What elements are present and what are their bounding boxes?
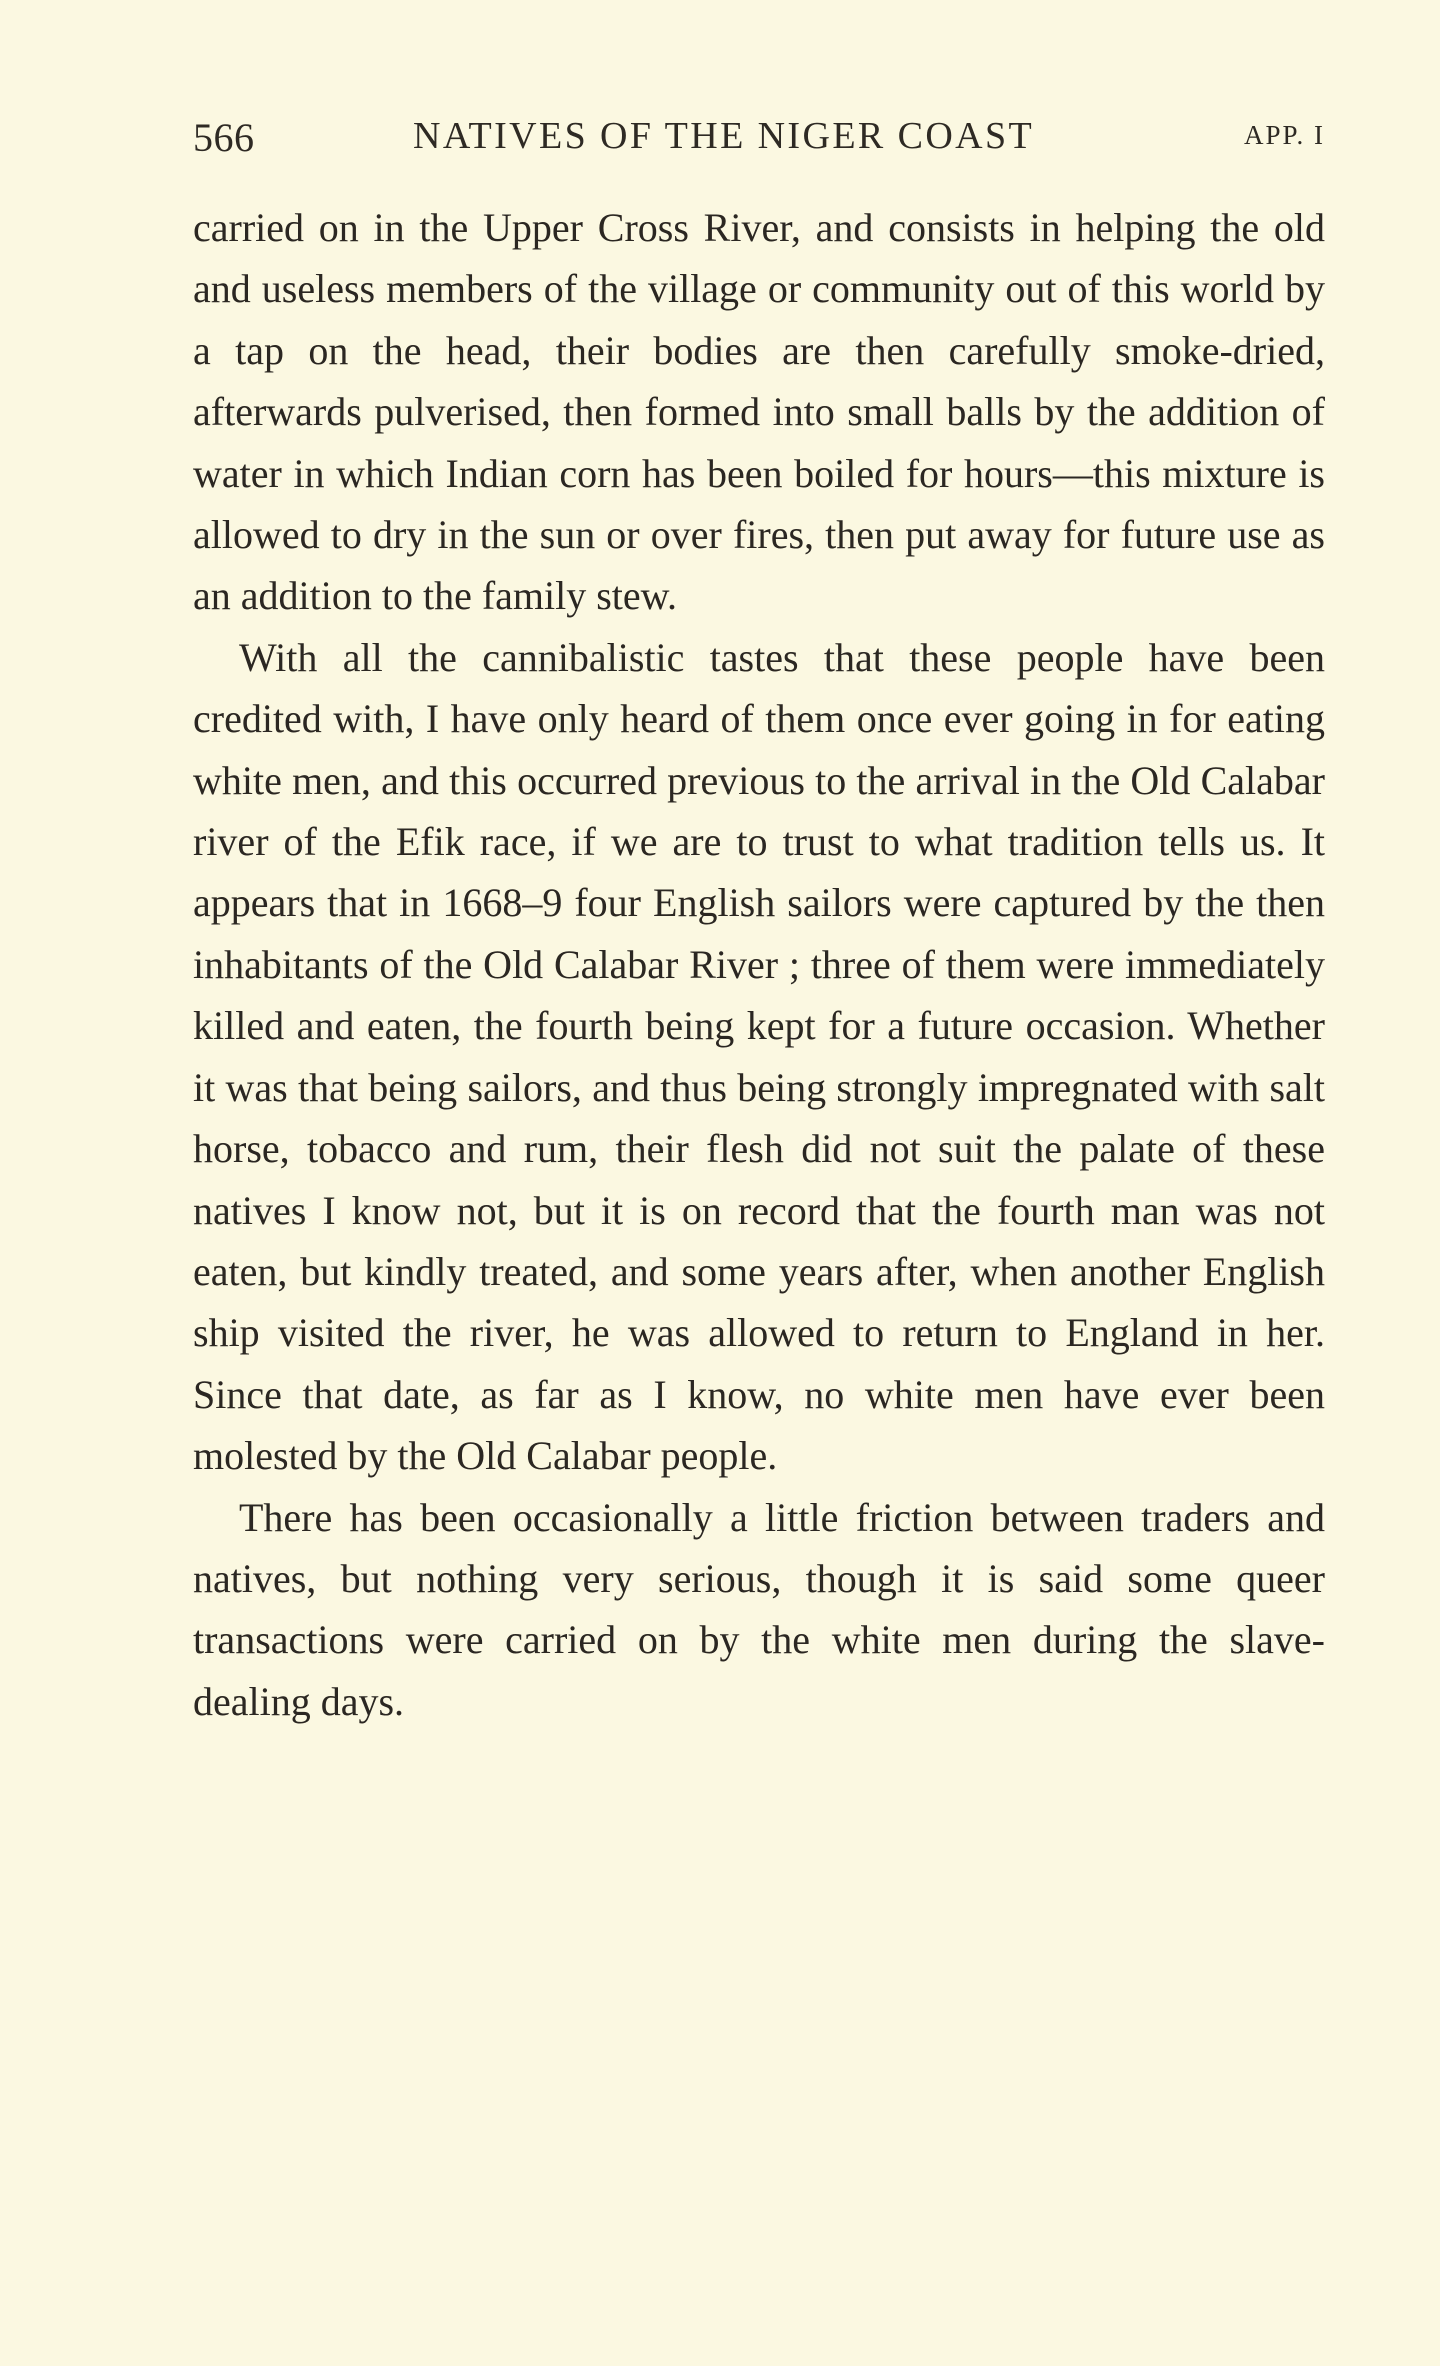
paragraph-cannibalism: With all the cannibalistic tastes that these people have been credited with, I have only heard of them once ever going in for eating white men, and this occurred previous to the arrival in the Old Calabar river of the Efik race, if we are to trust to what tradition tells us. It appears that in 1668–9 four English sailors were captured by the then inhabitants of the Old Calabar River ; three of them were immediately killed and eaten, the fourth being kept for a future occasion. Whether it was that being sailors, and thus being strongly impregnated with salt horse, tobacco and rum, their flesh did not suit the palate of these natives I know not, but it is on record that the fourth man was not eaten, but kindly treated, and some years after, when another English ship visited the river, he was allowed to return to England in her. Since that date, as far as I know, no white men have ever been molested by the Old Calabar people. (193, 634, 1325, 1479)
body-text (193, 197, 1325, 1732)
paragraph-friction: There has been occasionally a little friction between traders and natives, but nothing very serious, though it is said some queer transactions were carried on by the white men during the slave-dealing days. (193, 1494, 1325, 1724)
paragraph-continuation: carried on in the Upper Cross River, and consists in helping the old and useless members of the village or community out of this world by a tap on the head, their bodies are then carefully smoke-dried, afterwards pulverised, then formed into small balls by the addition of water in which Indian corn has been boiled for hours—this mixture is allowed to dry in the sun or over fires, then put away for future use as an addition to the family stew. (193, 205, 1325, 619)
page-number: 566 (193, 115, 255, 160)
appendix-label: APP. I (1243, 120, 1325, 150)
running-title: NATIVES OF THE NIGER COAST (413, 115, 1035, 157)
running-head (193, 112, 1325, 162)
